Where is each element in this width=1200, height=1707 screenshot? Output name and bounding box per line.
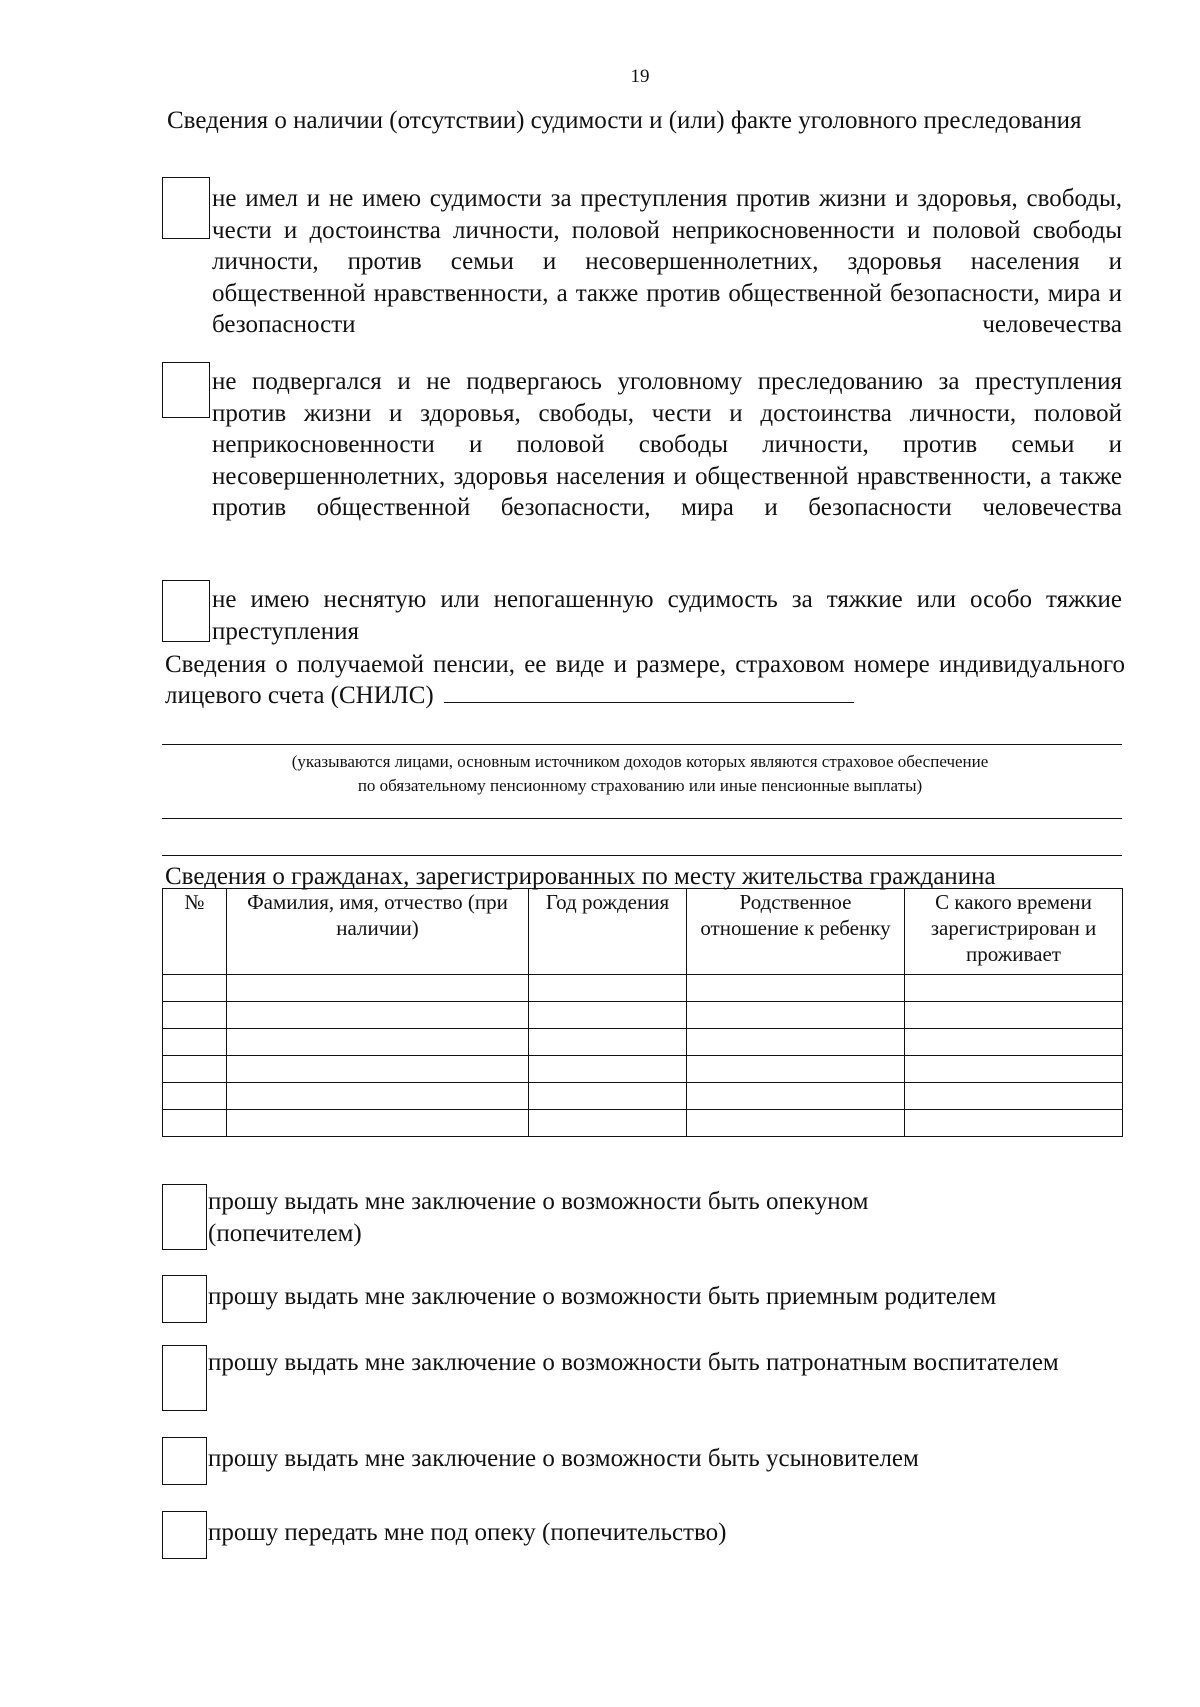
pension-line-3[interactable] xyxy=(162,855,1122,856)
table-header-row xyxy=(163,889,1123,975)
checkbox-no-criminal-record[interactable] xyxy=(162,177,210,239)
table-cell[interactable] xyxy=(529,1056,687,1083)
table-cell[interactable] xyxy=(687,1029,905,1056)
table-row xyxy=(163,1056,1123,1083)
table-cell[interactable] xyxy=(687,975,905,1002)
table-cell[interactable] xyxy=(529,1083,687,1110)
table-cell[interactable] xyxy=(163,1056,227,1083)
checkbox-request-patronage[interactable] xyxy=(162,1345,207,1411)
column-number: № xyxy=(163,889,227,975)
table-row xyxy=(163,975,1123,1002)
table-row xyxy=(163,1002,1123,1029)
checkbox-request-adoption[interactable] xyxy=(162,1437,207,1485)
table-cell[interactable] xyxy=(905,1083,1123,1110)
table-cell[interactable] xyxy=(529,975,687,1002)
request-guardianship-label: прошу передать мне под опеку (попечительство) xyxy=(208,1519,727,1546)
table-cell[interactable] xyxy=(905,1056,1123,1083)
request-adoption-label: прошу выдать мне заключение о возможности быть усыновителем xyxy=(208,1445,919,1472)
registered-persons-table xyxy=(162,888,1123,1137)
option-no-prosecution: не подвергался и не подвергаюсь уголовному преследованию за преступления против жизни и здоровья, свободы, чести и достоинства личности, половой неприкосновенности и половой свободы личности, против семьи и несовершеннолетних, здоровья населения и общественной нравственности, а также против общественной безопасности, мира и безопасности человечества xyxy=(212,368,1122,521)
request-patronage-label: прошу выдать мне заключение о возможности быть патронатным воспитателем xyxy=(208,1349,1059,1376)
table-row xyxy=(163,1029,1123,1056)
table-cell[interactable] xyxy=(163,1083,227,1110)
checkbox-request-guardian[interactable] xyxy=(162,1184,207,1250)
table-cell[interactable] xyxy=(227,1029,529,1056)
table-cell[interactable] xyxy=(687,1002,905,1029)
table-cell[interactable] xyxy=(163,1110,227,1137)
table-cell[interactable] xyxy=(687,1083,905,1110)
column-full-name: Фамилия, имя, отчество (при наличии) xyxy=(227,889,529,975)
table-row xyxy=(163,1110,1123,1137)
pension-label: Сведения о получаемой пенсии, ее виде и размере, страховом номере индивидуального лицевого счета (СНИЛС) xyxy=(165,651,1125,709)
registered-persons-heading: Сведения о гражданах, зарегистрированных по месту жительства гражданина xyxy=(165,863,996,890)
table-cell[interactable] xyxy=(227,1110,529,1137)
request-guardian-label: прошу выдать мне заключение о возможности быть опекуном (попечителем) xyxy=(208,1188,869,1247)
checkbox-no-prosecution[interactable] xyxy=(162,362,210,418)
pension-line-2[interactable] xyxy=(162,818,1122,819)
table-cell[interactable] xyxy=(905,1029,1123,1056)
table-cell[interactable] xyxy=(529,1110,687,1137)
pension-line-1[interactable] xyxy=(162,744,1122,745)
column-birth-year: Год рождения xyxy=(529,889,687,975)
pension-note-line-1: (указываются лицами, основным источником доходов которых являются страховое обеспечение xyxy=(291,752,989,771)
table-cell[interactable] xyxy=(163,1029,227,1056)
table-cell[interactable] xyxy=(687,1056,905,1083)
table-cell[interactable] xyxy=(687,1110,905,1137)
table-cell[interactable] xyxy=(227,1056,529,1083)
option-no-criminal-record: не имел и не имею судимости за преступления против жизни и здоровья, свободы, чести и достоинства личности, половой неприкосновенности и половой свободы личности, против семьи и несовершеннолетних, здоровья населения и общественной нравственности, а также против общественной безопасности, мира и безопасности человечества xyxy=(212,185,1122,338)
table-cell[interactable] xyxy=(163,975,227,1002)
checkbox-no-grave-conviction[interactable] xyxy=(162,580,210,642)
page-number: 19 xyxy=(630,66,650,87)
table-cell[interactable] xyxy=(529,1002,687,1029)
table-cell[interactable] xyxy=(227,1002,529,1029)
table-cell[interactable] xyxy=(905,1110,1123,1137)
table-cell[interactable] xyxy=(163,1002,227,1029)
criminal-record-heading: Сведения о наличии (отсутствии) судимости и (или) факте уголовного преследования xyxy=(167,107,1082,134)
table-cell[interactable] xyxy=(529,1029,687,1056)
table-row xyxy=(163,1083,1123,1110)
request-foster-parent-label: прошу выдать мне заключение о возможности быть приемным родителем xyxy=(208,1283,997,1310)
column-registered-since: С какого времени зарегистрирован и проживает xyxy=(905,889,1123,975)
option-no-grave-conviction: не имею неснятую или непогашенную судимость за тяжкие или особо тяжкие преступления xyxy=(212,586,1122,645)
table-cell[interactable] xyxy=(227,975,529,1002)
snils-field[interactable] xyxy=(444,680,854,703)
table-cell[interactable] xyxy=(227,1083,529,1110)
pension-info xyxy=(165,650,1125,711)
column-relation: Родственное отношение к ребенку xyxy=(687,889,905,975)
table-cell[interactable] xyxy=(905,1002,1123,1029)
checkbox-request-guardianship[interactable] xyxy=(162,1511,207,1559)
pension-note-line-2: по обязательному пенсионному страхованию или иные пенсионные выплаты) xyxy=(357,776,923,795)
checkbox-request-foster-parent[interactable] xyxy=(162,1275,207,1323)
table-cell[interactable] xyxy=(905,975,1123,1002)
